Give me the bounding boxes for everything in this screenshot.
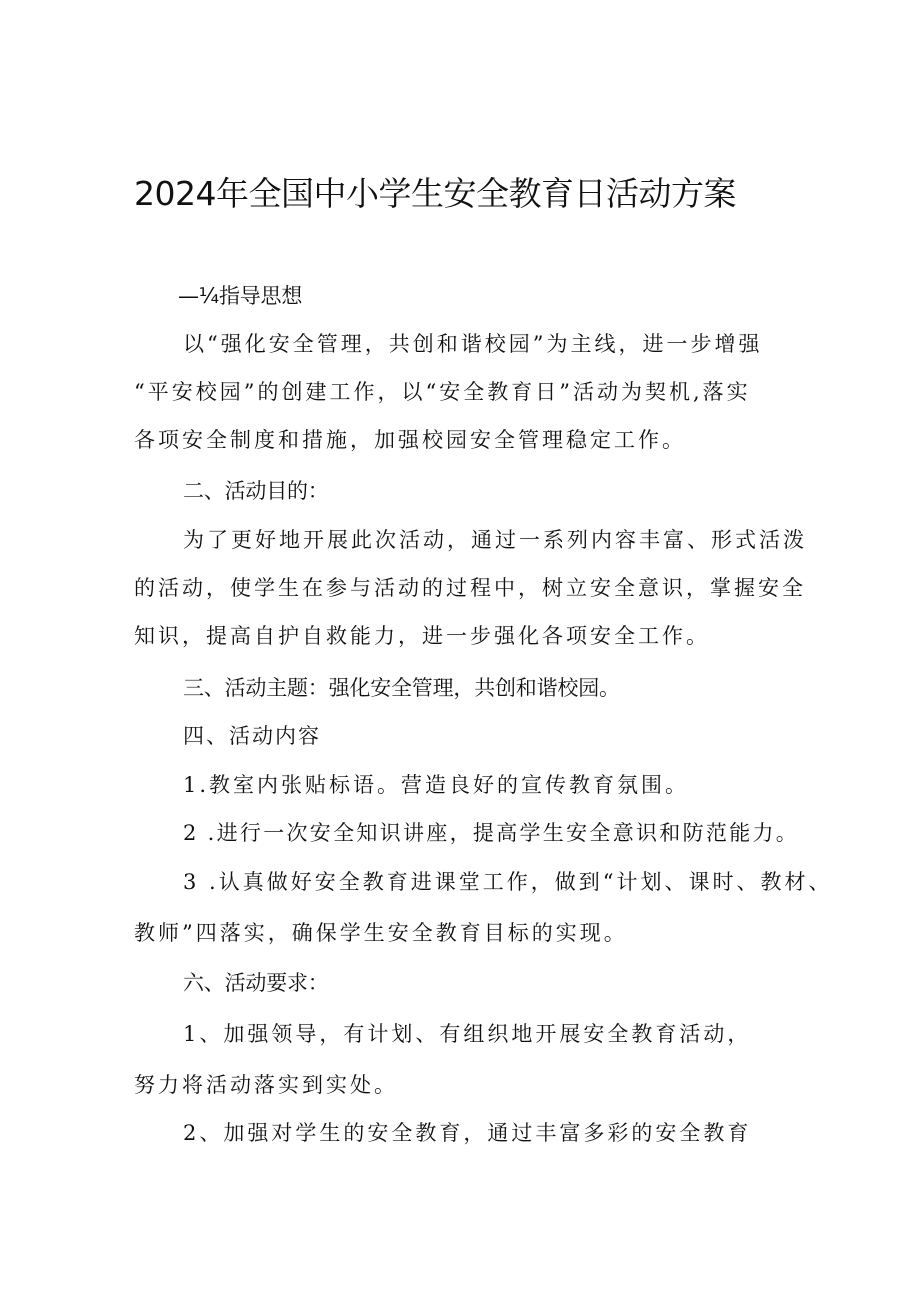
list-item: 1.教室内张贴标语。营造良好的宣传教育氛围。 <box>183 773 690 797</box>
list-item: 2 .进行一次安全知识讲座，提高学生安全意识和防范能力。 <box>183 821 800 845</box>
list-item: 2、加强对学生的安全教育，通过丰富多彩的安全教育 <box>183 1121 752 1145</box>
section-heading-guiding-thought: —¼指导思想 <box>178 284 303 308</box>
document-title: 2024年全国中小学生安全教育日活动方案 <box>134 174 736 213</box>
paragraph-line: 知识，提高自护自救能力，进一步强化各项安全工作。 <box>134 624 710 648</box>
paragraph-line: 以“强化安全管理，共创和谐校园”为主线，进一步增强 <box>183 332 763 356</box>
paragraph-line: 为了更好地开展此次活动，通过一系列内容丰富、形式活泼 <box>183 528 807 552</box>
list-item-continuation: 教师”四落实，确保学生安全教育目标的实现。 <box>134 921 628 945</box>
list-item: 3 .认真做好安全教育进课堂工作，做到“计划、课时、教材、 <box>183 870 833 894</box>
list-item-continuation: 努力将活动落实到实处。 <box>134 1073 398 1097</box>
section-heading-requirements: 六、活动要求： <box>183 971 329 995</box>
section-heading-theme: 三、活动主题：强化安全管理，共创和谐校园。 <box>183 676 620 700</box>
section-heading-purpose: 二、活动目的： <box>183 479 329 503</box>
paragraph-line: 的活动，使学生在参与活动的过程中，树立安全意识，掌握安全 <box>134 576 806 600</box>
section-heading-content: 四、活动内容 <box>183 724 321 748</box>
paragraph-line: “平安校园”的创建工作，以“安全教育日”活动为契机,落实 <box>134 380 751 404</box>
paragraph-line: 各项安全制度和措施，加强校园安全管理稳定工作。 <box>134 428 686 452</box>
list-item: 1、加强领导，有计划、有组织地开展安全教育活动， <box>183 1022 752 1046</box>
